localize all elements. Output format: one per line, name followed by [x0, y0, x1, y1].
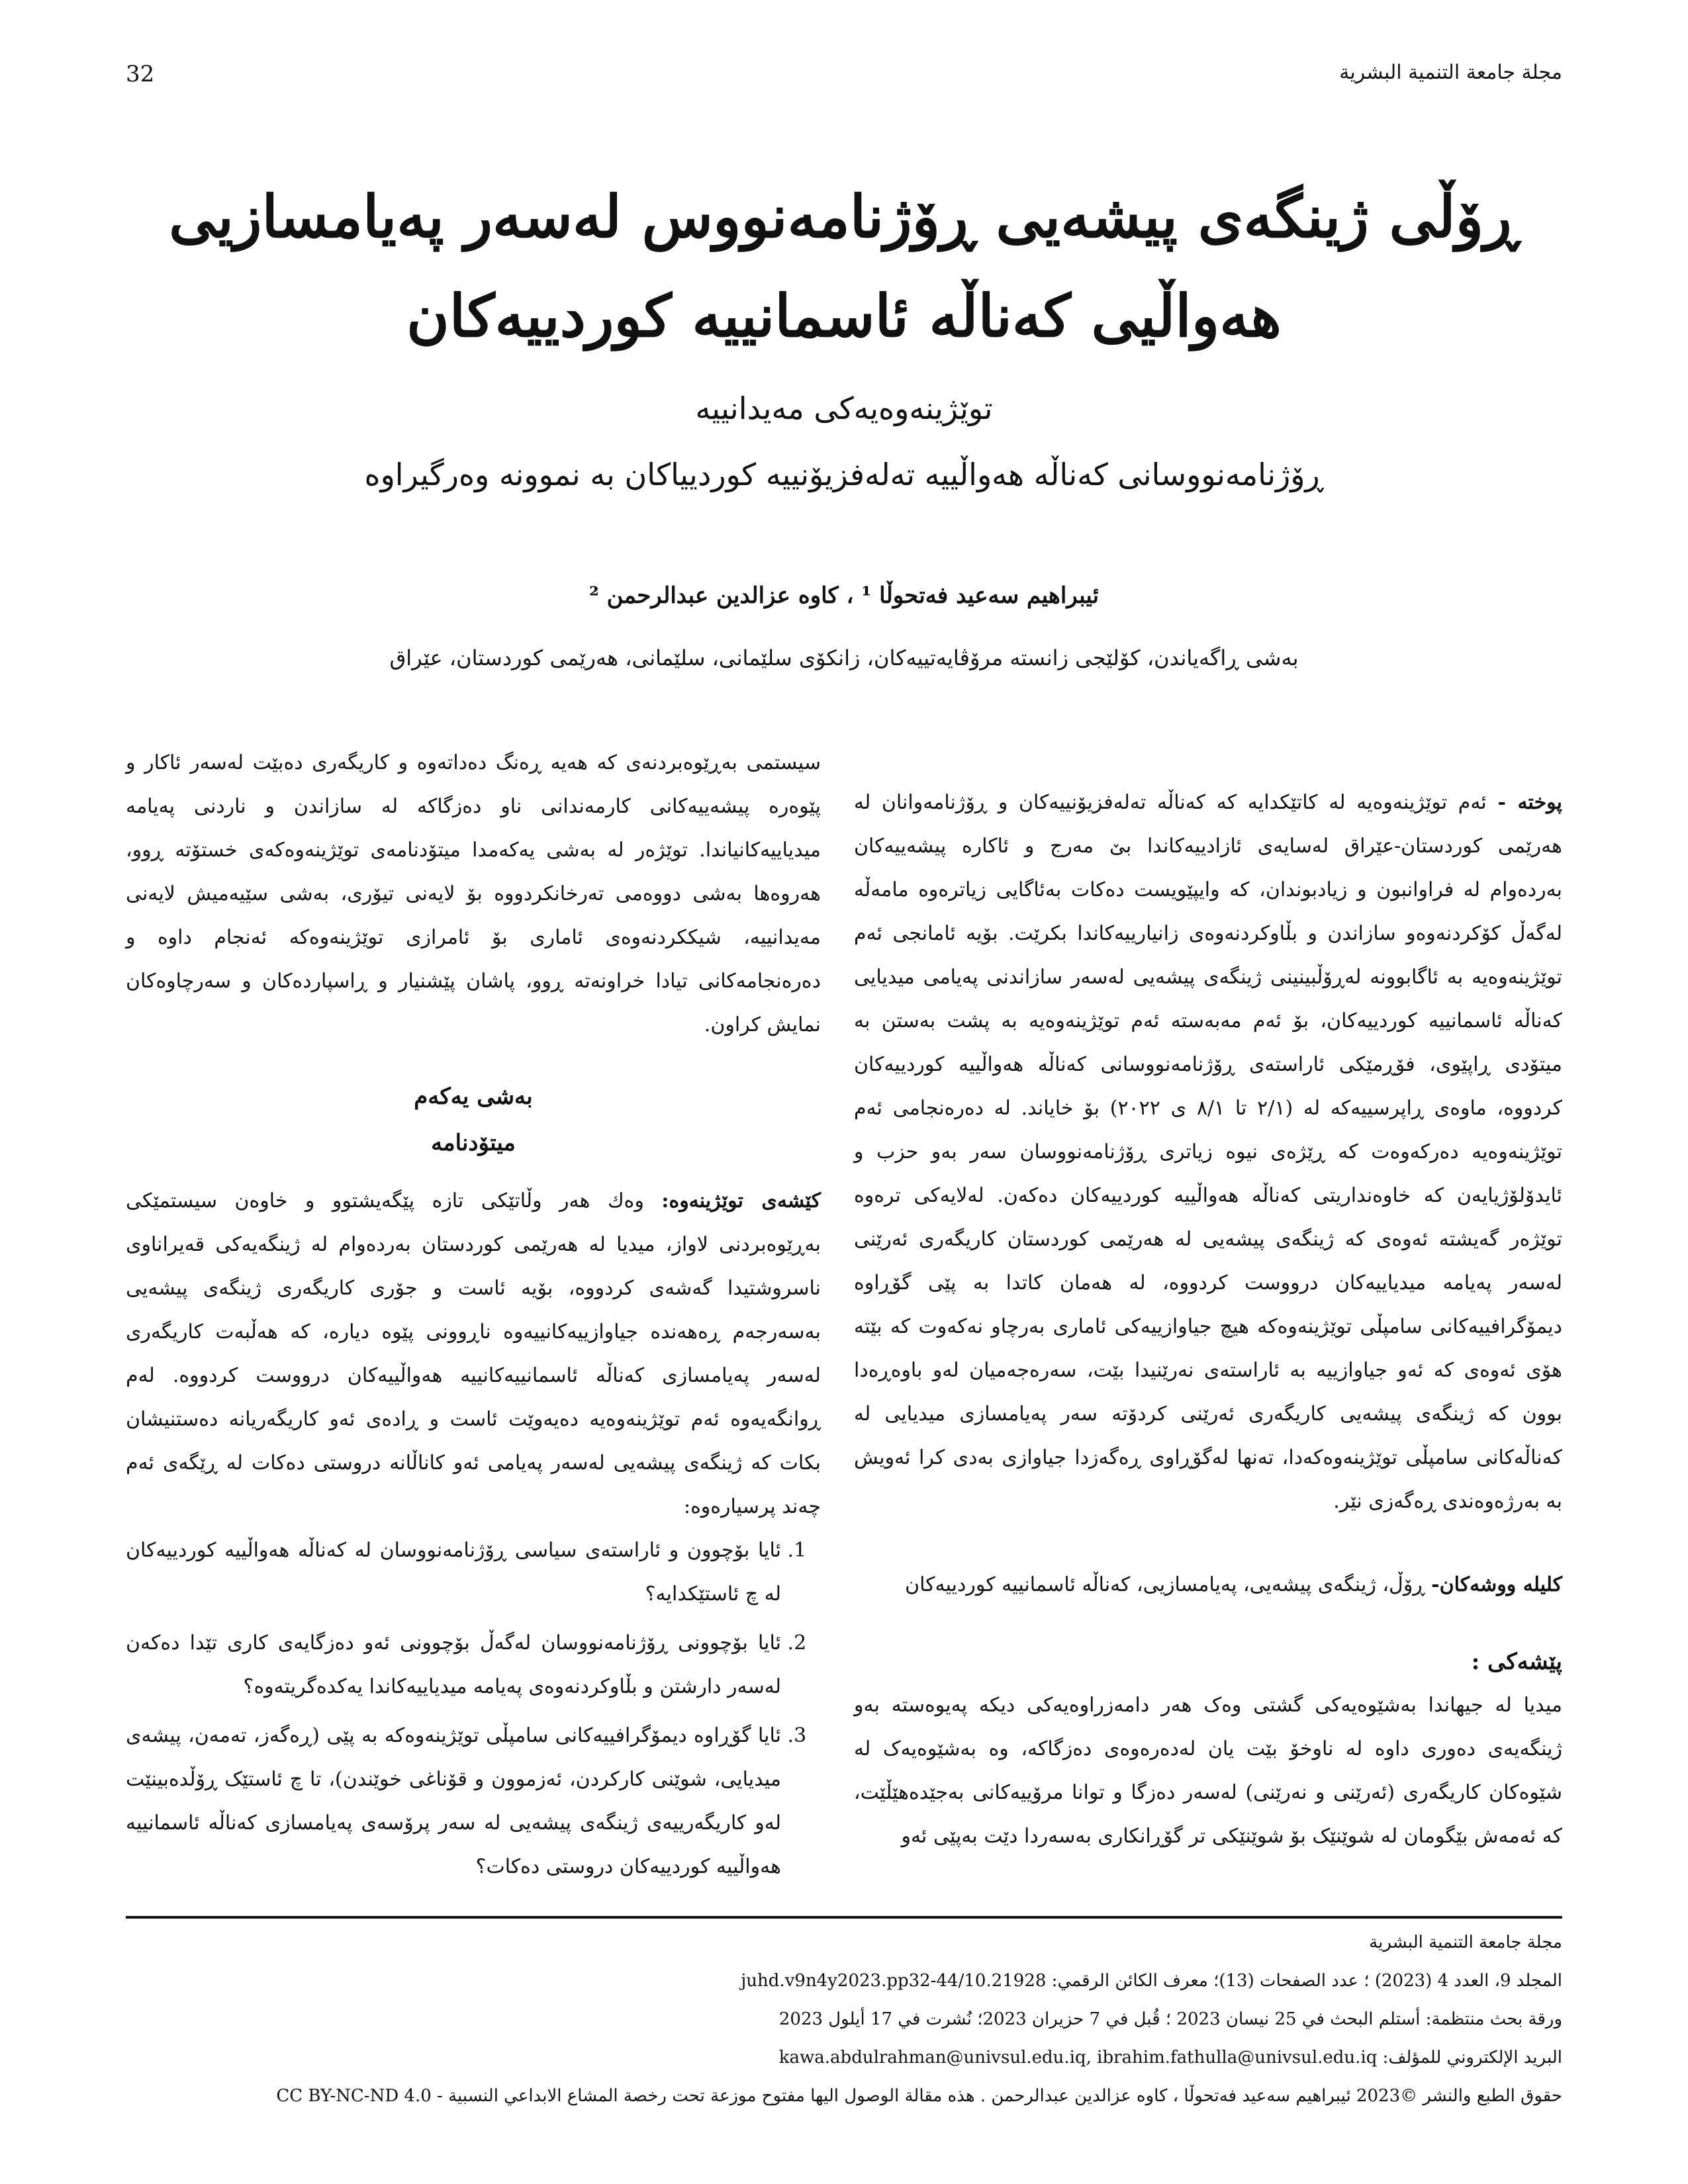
page-title-line-1: ڕۆڵی ژینگەی پیشەیی ڕۆژنامەنووس لەسەر پەیامسازیی — [169, 182, 1519, 251]
right-column — [854, 781, 1562, 1858]
intro-continued: سیستمی بەڕێوەبردنەی کە هەیە ڕەنگ دەداتەوە و کاریگەری دەبێت لەسەر ئاکار و پێوەرە پیشەییەکانی کارمەندانی ناو دەزگاکە لە سازاندن و ناردنی پەیامە میدیاییەکانیاندا. توێژەر لە بەشی یەکەمدا میتۆدنامەی توێژینەوەکەی خستۆتە ڕوو، هەروەها بەشی دووەمی تەرخانکردووە بۆ لایەنی تیۆری، بەشی سێیەمیش لایەنی مەیدانییە، شیککردنەوەی ئاماری بۆ ئامرازی توێژینەوەکە ئەنجام داوە و دەرەنجامەکانی تیادا خراونەتە ڕوو، پاشان پێشنیار و ڕاسپاردەکان و سەرچاوەکان نمایش کراون. — [126, 751, 821, 1036]
list-item: 2. ئایا بۆچوونی ڕۆژنامەنووسان لەگەڵ بۆچوونی ئەو دەزگایەی کاری تێدا دەکەن لەسەر دارشتن و بڵاوکردنەوەی پەیامە میدیاییەکاندا یەکدەگریتەوە؟ — [126, 1621, 781, 1709]
list-item: 3. ئایا گۆڕاوە دیمۆگرافییەکانی سامپڵی توێژینەوەکە بە پێی (ڕەگەز، تەمەن، پیشەی میدیایی، شوێنی کارکردن، ئەزموون و قۆناغی خوێندن)، تا چ ئاستێک ڕۆڵدەبینێت لەو کاریگەرییەی ژینگەی پیشەیی لە سەر پرۆسەی پەیامسازی کەناڵە ئاسمانییە هەواڵییە کوردییەکان دروستی دەکات؟ — [126, 1714, 781, 1889]
footer-volume: المجلد 9، العدد 4 (2023) ؛ عدد الصفحات (13)؛ معرف الكائن الرقمي: 10.21928/juhd.v9n4y2023.pp32-44 — [741, 1971, 1562, 1991]
journal-name: مجلة جامعة التنمية البشرية — [1339, 61, 1562, 84]
abstract — [854, 781, 1562, 1524]
keywords-label: کلیلە ووشەکان- — [1431, 1573, 1562, 1596]
section-heading: بەشی یەکەم — [414, 1083, 533, 1110]
page-title-line-2: هەواڵیی کەناڵە ئاسمانییە کوردییەکان — [406, 281, 1282, 350]
problem-text: وەك هەر وڵاتێکی تازە پێگەیشتوو و خاوەن سیستمێکی بەڕێوەبردنی لاواز، میدیا لە هەرێمی کوردستان بەردەوام لە ژینگەیەکی قەیراناوی ناسروشتیدا گەشەی کردووە، بۆیە ئاست و جۆری کاریگەری ژینگەی پیشەیی بەسەرجەم ڕەهەندە جیاوازییەکانییەوە ناڕوونی پێوە دیارە، کە هەڵبەت کاریگەری لەسەر پەیامسازی کەناڵە ئاسمانییەکانییە هەواڵییەکان درووست کردووە. لەم ڕوانگەیەوە ئەم توێژینەوەیە دەیەوێت ئاست و ڕادەی ئەو کاریگەریانە دەستنیشان بکات کە ژینگەی پیشەیی لەسەر پەیامی ئەو کاناڵانە دروستی دەکات لە ڕێگەی ئەم چەند پرسیارەوە: — [126, 1189, 821, 1518]
affiliation: بەشی ڕاگەیاندن، کۆلێجی زانستە مرۆڤایەتییەکان، زانکۆی سلێمانی، سلێمانی، هەرێمی کوردستان، عێراق — [389, 645, 1299, 670]
footer-dates: ورقة بحث منتظمة: أستلم البحث في 25 نيسان 2023 ؛ قُبل في 7 حزيران 2023؛ نُشرت في 17 أيلول 2023 — [778, 2009, 1562, 2029]
subtitle-line-2: ڕۆژنامەنووسانی کەناڵە هەواڵییە تەلەفزیۆنییە کوردییاکان بە نموونە وەرگیراوە — [364, 457, 1324, 492]
intro-heading: پێشەکی : — [1471, 1649, 1562, 1675]
footer-divider — [126, 1916, 1562, 1919]
footer-journal: مجلة جامعة التنمية البشرية — [1369, 1933, 1562, 1952]
page-number: 32 — [126, 61, 155, 87]
authors: ئیبراهیم سەعید فەتحوڵا ¹ ، کاوە عزالدین عبدالرحمن ² — [588, 582, 1100, 609]
intro-text: میدیا لە جیهاندا بەشێوەیەکی گشتی وەک هەر دامەزراوەیەکی دیکە پەیوەستە بەو ژینگەیەی دەوری داوە لە ناوخۆ بێت یان لەدەرەوەی دەزگاکە، وە بەشێوەیەک لە شێوەکان کاریگەری (ئەرێنی و نەرێنی) لەسەر دەزگا و توانا مرۆییەکانی بەجێدەهێڵێت، کە ئەمەش بێگومان لە شوێنێک بۆ شوێنێکی تر گۆڕانکاری بەسەردا دێت بەپێی ئەو — [854, 1694, 1562, 1848]
problem-paragraph — [126, 1179, 821, 1529]
list-item: 1. ئایا بۆچوون و ئاراستەی سیاسی ڕۆژنامەنووسان لە کەناڵە هەواڵییە کوردییەکان لە چ ئاستێکدایە؟ — [126, 1529, 781, 1616]
abstract-text: ئەم توێژینەوەیە لە کاتێکدایە کە کەناڵە تەلەفزیۆنییەکان و ڕۆژنامەوانان لە هەرێمی کوردستان-عێراق لەسایەی ئازادییەکاندا بێ مەرج و ئاکارە پیشەییەکان بەردەوام لە فراوانبون و زیادبوندان، کە وایپێویست دەکات بەئاگایی زیاترەوە مامەڵە لەگەڵ کۆکردنەوەو سازاندن و بڵاوکردنەوەی زانیارییەکاندا بکرێت. بۆیە ئامانجی ئەم توێژینەوەیە بە ئاگابوونە لەڕۆڵبینینی ژینگەی پیشەیی لەسەر سازاندنی پەیامی میدیایی کەناڵە ئاسمانییە کوردییەکان، بۆ ئەم مەبەستە ئەم توێژینەوەیە بە پشت بەستن بە میتۆدی ڕاپێوی، فۆڕمێکی ئاراستەی ڕۆژنامەنووسانی کەناڵە هەواڵییە کوردییەکان کردووە، ماوەی ڕاپرسییەکە لە (٢/١ تا ٨/١ ی ٢٠٢٢) بۆ خایاند. لە دەرەنجامی ئەم توێژینەوەیە دەرکەوەت کە ڕێژەی نیوە زیاتری ڕۆژنامەنووسان سەر بەو حزب و ئایدۆلۆژیایەن کە خاوەنداریتی کەناڵە هەواڵییە کوردییەکان دەکەن. لەلایەکی ترەوە توێژەر گەیشتە ئەوەی کە ژینگەی پیشەیی لە هەرێمی کوردستان کاریگەری ئەرێنی لەسەر پەیامە میدیاییەکان درووست کردووە، لە هەمان کاتدا بە پێی گۆڕاوە دیمۆگرافییەکانی سامپڵی توێژینەوەکە هیچ جیاوازییەکی ئاماری بەرچاو نەکەوت کە بێتە هۆی ئەوەی کە ئەو جیاوازییە بە ئاراستەی نەرێنیدا بێت، سەرەجەمیان لەو باوەڕەدا بوون کە ژینگەی پیشەیی کاریگەری ئەرێنی کردۆتە سەر پەیامسازی میدیایی لە کەناڵەکانی سامپڵی توێژینەوەکەدا، تەنها لەگۆڕاوی ڕەگەزدا جیاوازی بەدی کرا ئەویش بە بەرژەوەندی ڕەگەزی نێر. — [854, 791, 1563, 1513]
keywords — [854, 1563, 1562, 1607]
footer-license: حقوق الطبع والنشر ©2023 ئیبراهیم سەعید فەتحوڵا ، کاوە عزالدین عبدالرحمن . هذه مقالة الوصول اليها مفتوح موزعة تحت رخصة المشاع الابداعي النسبية - CC BY-NC-ND 4.0 — [276, 2086, 1562, 2106]
left-column — [126, 741, 821, 1894]
keywords-text: ڕۆڵ، ژینگەی پیشەیی، پەیامسازیی، کەناڵە ئاسمانییە کوردییەکان — [905, 1573, 1425, 1596]
problem-label: کێشەی توێژینەوە: — [661, 1189, 821, 1212]
abstract-label: پوختە - — [1497, 791, 1562, 814]
question-list — [126, 1529, 821, 1889]
section-subheading: میتۆدنامە — [431, 1130, 516, 1156]
subtitle-line-1: توێژینەوەیەکی مەیدانییە — [695, 390, 993, 426]
footer-email: البريد الإلكتروني للمؤلف: kawa.abdulrahman@univsul.edu.iq, ibrahim.fathulla@univsul.edu.iq — [778, 2048, 1562, 2068]
